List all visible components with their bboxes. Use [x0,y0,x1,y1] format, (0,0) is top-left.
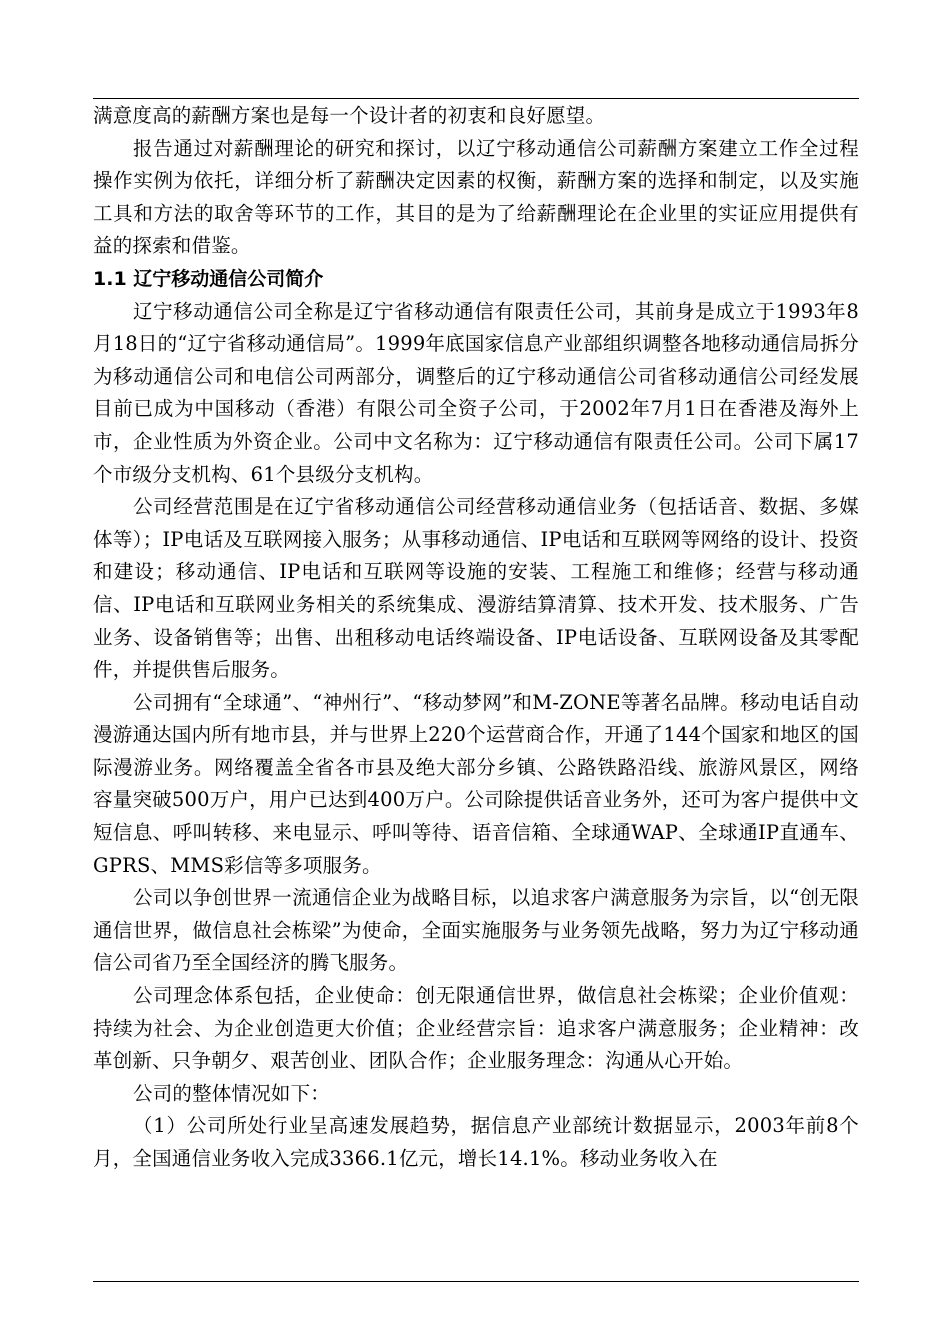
paragraph-company-overview: 辽宁移动通信公司全称是辽宁省移动通信有限责任公司，其前身是成立于1993年8月18日的“辽宁省移动通信局”。1999年底国家信息产业部组织调整各地移动通信局拆分为移动通信公司和电信公司两部分，调整后的辽宁移动通信公司省移动通信公司经发展目前已成为中国移动（香港）有限公司全资子公司，于2002年7月1日在香港及海外上市，企业性质为外资企业。公司中文名称为：辽宁移动通信有限责任公司。公司下属17个市级分支机构、61个县级分支机构。 [93,299,859,486]
document-body [93,100,859,1176]
header-rule [93,98,859,99]
paragraph-continued: 满意度高的薪酬方案也是每一个设计者的初衷和良好愿望。 [93,104,606,127]
paragraph-strategy: 公司以争创世界一流通信企业为战略目标，以追求客户满意服务为宗旨，以“创无限通信世界，做信息社会栋梁”为使命，全面实施服务与业务领先战略，努力为辽宁移动通信公司省乃至全国经济的腾飞服务。 [93,886,859,975]
paragraph-industry-trend: （1）公司所处行业呈高速发展趋势，据信息产业部统计数据显示，2003年前8个月，全国通信业务收入完成3366.1亿元，增长14.1%。移动业务收入在 [93,1114,859,1170]
paragraph-business-scope: 公司经营范围是在辽宁省移动通信公司经营移动通信业务（包括话音、数据、多媒体等）；IP电话及互联网接入服务；从事移动通信、IP电话和互联网等网络的设计、投资和建设；移动通信、IP电话和互联网等设施的安装、工程施工和维修；经营与移动通信、IP电话和互联网业务相关的系统集成、漫游结算清算、技术开发、技术服务、广告业务、设备销售等；出售、出租移动电话终端设备、IP电话设备、互联网设备及其零配件，并提供售后服务。 [93,495,859,682]
footer-rule [93,1281,859,1282]
paragraph-philosophy: 公司理念体系包括，企业使命：创无限通信世界，做信息社会栋梁；企业价值观：持续为社会、为企业创造更大价值；企业经营宗旨：追求客户满意服务；企业精神：改革创新、只争朝夕、艰苦创业、团队合作；企业服务理念：沟通从心开始。 [93,984,859,1073]
section-heading: 1.1 辽宁移动通信公司简介 [93,267,324,290]
paragraph-overall-intro: 公司的整体情况如下： [133,1081,331,1105]
paragraph-report-purpose: 报告通过对薪酬理论的研究和探讨，以辽宁移动通信公司薪酬方案建立工作全过程操作实例为依托，详细分析了薪酬决定因素的权衡，薪酬方案的选择和制定，以及实施工具和方法的取舍等环节的工作，其目的是为了给薪酬理论在企业里的实证应用提供有益的探索和借鉴。 [93,136,859,258]
paragraph-brands-network: 公司拥有“全球通”、“神州行”、“移动梦网”和M-ZONE等著名品牌。移动电话自动漫游通达国内所有地市县，并与世界上220个运营商合作，开通了144个国家和地区的国际漫游业务。网络覆盖全省各市县及绝大部分乡镇、公路铁路沿线、旅游风景区，网络容量突破500万户，用户已达到400万户。公司除提供话音业务外，还可为客户提供中文短信息、呼叫转移、来电显示、呼叫等待、语音信箱、全球通WAP、全球通IP直通车、GPRS、MMS彩信等多项服务。 [93,690,859,877]
